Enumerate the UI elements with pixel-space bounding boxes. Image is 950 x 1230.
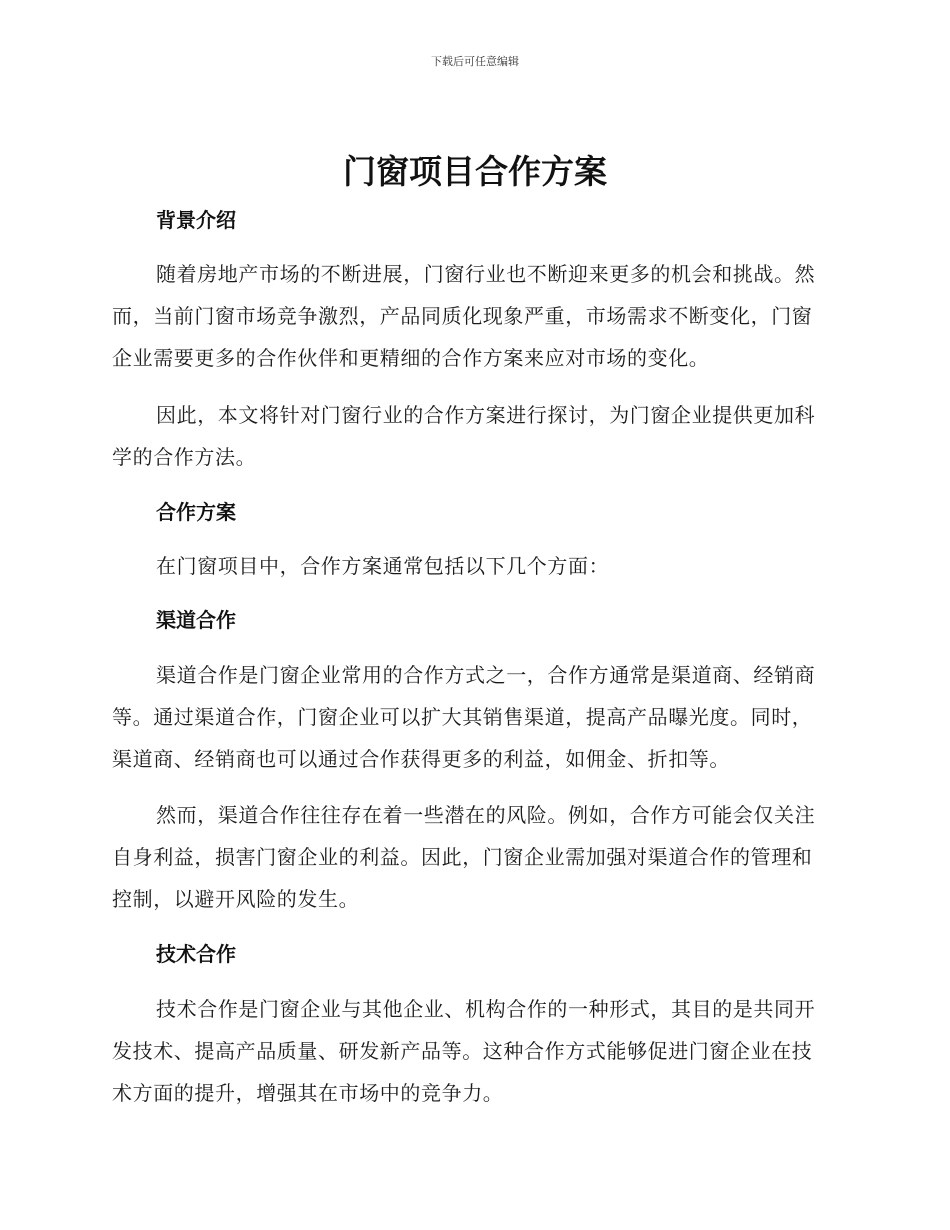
page-header-note: 下载后可任意编辑 [431,55,519,68]
document-title: 门窗项目合作方案 [343,152,607,191]
paragraph-tech-1: 技术合作是门窗企业与其他企业、机构合作的一种形式，其目的是共同开发技术、提高产品质量、研发新产品等。这种合作方式能够促进门窗企业在技术方面的提升，增强其在市场中的竞争力。 [112,997,816,1105]
paragraph-background-2: 因此，本文将针对门窗行业的合作方案进行探讨，为门窗企业提供更加科学的合作方法。 [112,403,816,469]
paragraph-channel-2: 然而，渠道合作往往存在着一些潜在的风险。例如，合作方可能会仅关注自身利益，损害门窗企业的利益。因此，门窗企业需加强对渠道合作的管理和控制，以避开风险的发生。 [112,803,816,911]
section-heading-plan: 合作方案 [156,500,236,524]
paragraph-plan-1: 在门窗项目中，合作方案通常包括以下几个方面： [156,554,610,578]
paragraph-background-1: 随着房地产市场的不断进展，门窗行业也不断迎来更多的机会和挑战。然而，当前门窗市场竞争激烈，产品同质化现象严重，市场需求不断变化，门窗企业需要更多的合作伙伴和更精细的合作方案来应对市场的变化。 [112,262,816,370]
paragraph-channel-1: 渠道合作是门窗企业常用的合作方式之一，合作方通常是渠道商、经销商等。通过渠道合作，门窗企业可以扩大其销售渠道，提高产品曝光度。同时，渠道商、经销商也可以通过合作获得更多的利益，如佣金、折扣等。 [112,663,816,771]
section-heading-tech: 技术合作 [156,942,236,966]
section-heading-background: 背景介绍 [156,208,236,232]
section-heading-channel: 渠道合作 [156,608,236,632]
